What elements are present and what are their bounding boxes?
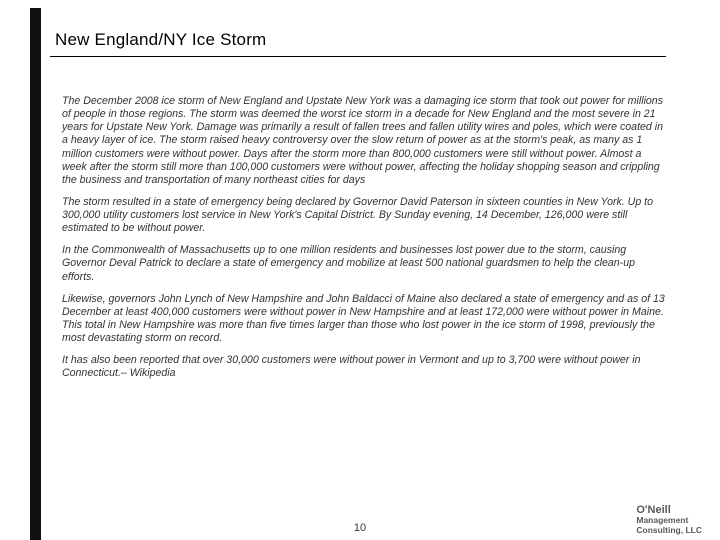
logo-subtitle-consulting: Consulting, LLC [636,525,702,536]
logo-company-name: O'Neill [636,503,671,516]
paragraph-massachusetts: In the Commonwealth of Massachusetts up to one million residents and businesses lost power due to the storm, causing Governor Deval Patrick to declare a state of emergency and mobilize at least 500 national guardsmen to help the clean-up efforts. [62,244,635,283]
body-text [62,95,668,389]
left-accent-bar [30,8,41,540]
paragraph-ice-storm-overview: The December 2008 ice storm of New England and Upstate New York was a damaging ice storm that took out power for millions of people in those regions. The storm was deemed the worst ice storm in a decade for New England and the most severe in 21 years for Upstate New York. Damage was primarily a result of fallen trees and fallen utility wires and poles, which were coated in a heavy layer of ice. The storm raised heavy controversy over the slow return of power as at the storm's peak, as many as 1 million customers were without power. Days after the storm more than 800,000 customers were still without power. Almost a week after the storm still more than 100,000 customers were without power, affecting the holiday shopping season and crippling the business and transportation of many northeast cities for days [62,95,663,186]
page-number: 10 [353,522,367,534]
paragraph-vt-ct-source: It has also been reported that over 30,000 customers were without power in Vermont and up to 3,700 were without power in Connecticut.– Wikipedia [62,354,641,380]
title-underline [50,56,666,57]
logo-subtitle-management: Management [636,515,689,526]
oneill-logo [636,504,702,536]
paragraph-new-york: The storm resulted in a state of emergency being declared by Governor David Paterson in sixteen counties in New York. Up to 300,000 utility customers lost service in New York's Capital District. By Sunday evening, 14 December, 126,000 were still estimated to be without power. [62,195,654,235]
paragraph-nh-maine: Likewise, governors John Lynch of New Hampshire and John Baldacci of Maine also declared a state of emergency and as of 13 December at least 400,000 customers were without power in New Hampshire and at least 172,000 were without power in Maine. This total in New Hampshire was more than five times larger than those who lost power in the ice storm of 1998, previously the most devastating storm on record. [62,292,665,344]
page-title: New England/NY Ice Storm [55,30,267,49]
